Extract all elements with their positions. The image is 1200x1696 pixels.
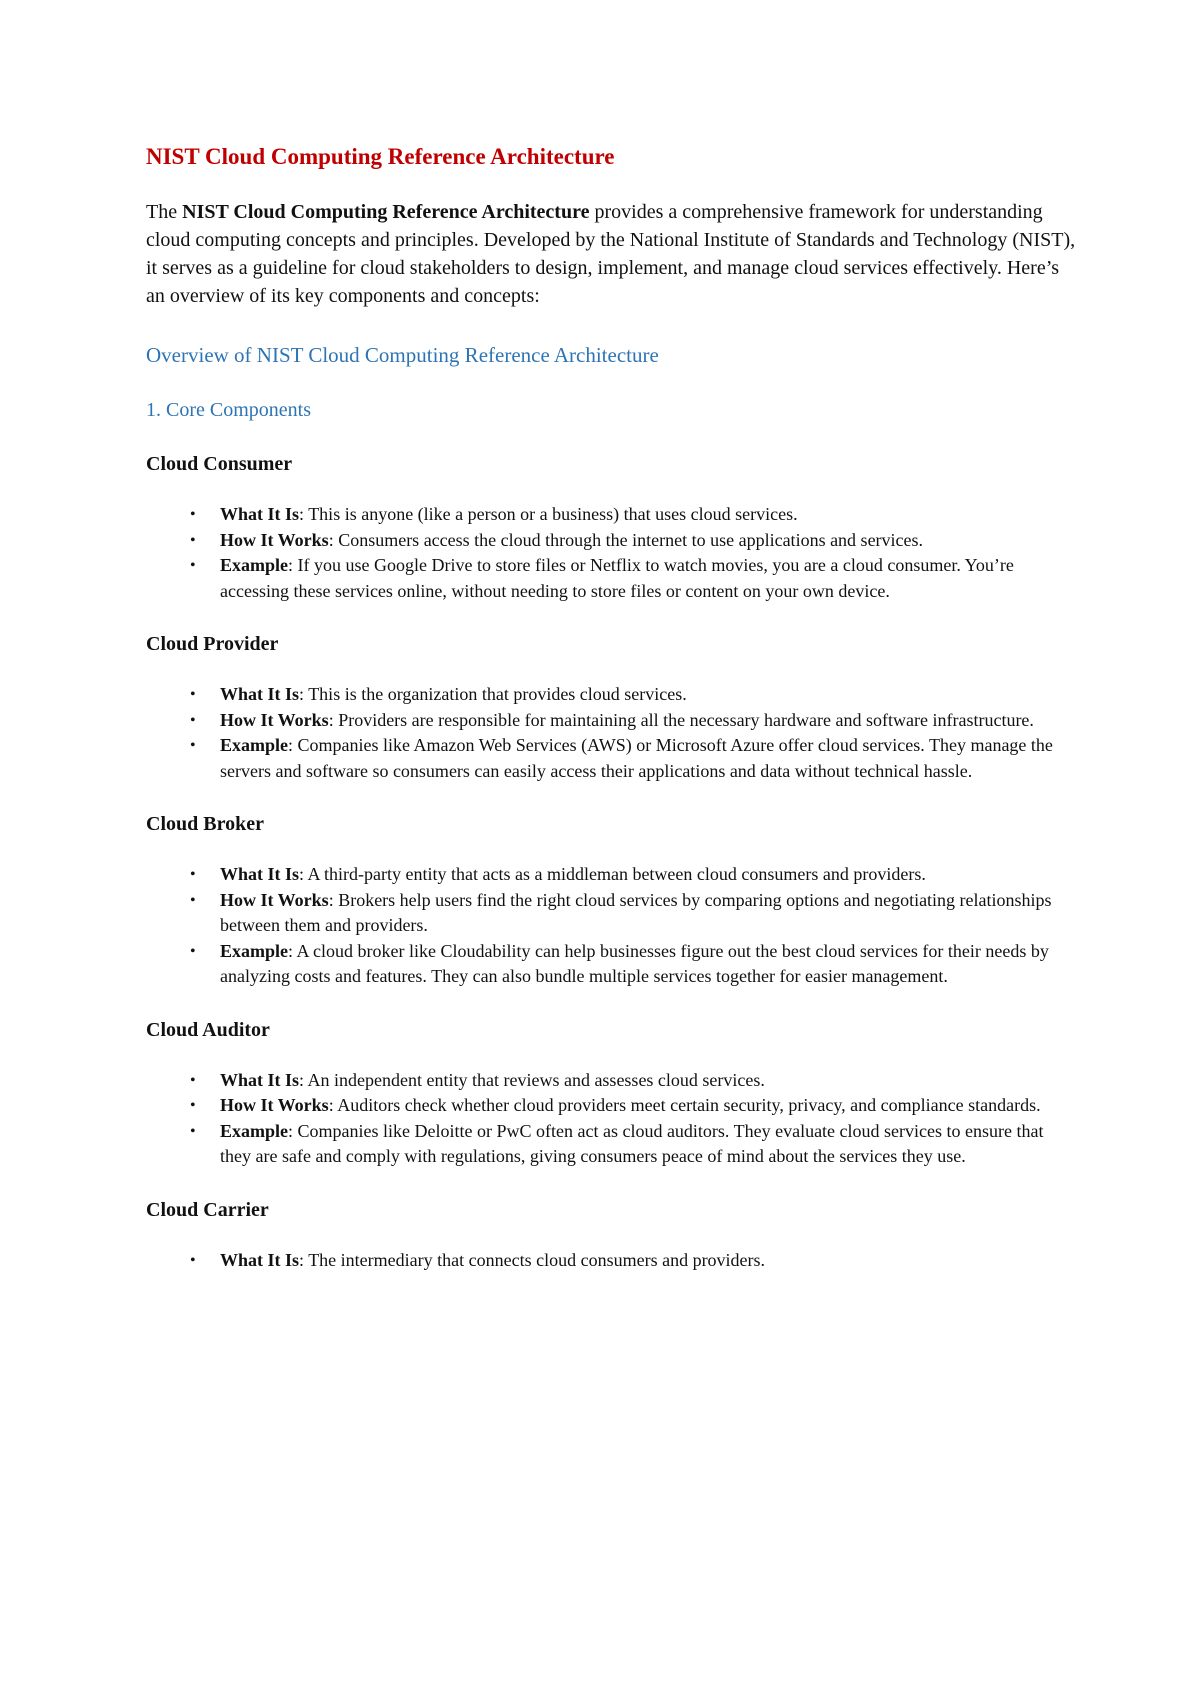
item-text: : If you use Google Drive to store files or Netflix to watch movies, you are a cloud consumer. You’re accessing these services online, without needing to store files or content on your own device. (220, 555, 1014, 601)
bullet-icon: • (190, 891, 196, 909)
bullet-icon: • (190, 1071, 196, 1089)
bullet-icon: • (190, 1251, 196, 1269)
bullet-icon: • (190, 711, 196, 729)
item-text: : Auditors check whether cloud providers meet certain security, privacy, and compliance standards. (328, 1095, 1041, 1115)
bullet-list (146, 1248, 1076, 1274)
item-label: What It Is (220, 1249, 300, 1270)
section-heading: Cloud Provider (146, 633, 279, 655)
list-item (146, 1119, 1076, 1170)
bullet-list (146, 1068, 1076, 1170)
bullet-list (146, 502, 1076, 604)
item-text: : Companies like Deloitte or PwC often act as cloud auditors. They evaluate cloud services to ensure that they are safe and comply with regulations, giving consumers peace of mind about the services they use. (220, 1120, 1044, 1166)
bullet-list (146, 682, 1076, 784)
list-item (146, 553, 1076, 604)
bullet-icon: • (190, 506, 196, 523)
list-item (146, 1093, 1076, 1119)
section-heading: Cloud Consumer (146, 453, 293, 475)
intro-prefix: The (146, 201, 183, 223)
bullet-icon: • (190, 686, 196, 703)
list-item (146, 708, 1076, 734)
list-item (146, 1248, 1076, 1274)
bullet-icon: • (190, 737, 196, 754)
sections-container (146, 450, 1076, 1273)
list-item (146, 682, 1076, 708)
bullet-icon: • (190, 942, 196, 960)
bullet-icon: • (190, 1097, 196, 1114)
list-item (146, 502, 1076, 528)
intro-bold-term: NIST Cloud Computing Reference Architecture (182, 201, 590, 223)
item-text: : The intermediary that connects cloud consumers and providers. (299, 1249, 766, 1270)
bullet-icon: • (190, 866, 196, 883)
item-label: Example (220, 940, 289, 961)
item-label: How It Works (220, 889, 329, 910)
bullet-list (146, 862, 1076, 990)
item-text: : Brokers help users find the right cloud services by comparing options and negotiating relationships between them and providers. (220, 889, 1052, 935)
section-heading: Cloud Carrier (146, 1198, 269, 1221)
item-label: Example (220, 735, 289, 755)
item-label: How It Works (220, 709, 329, 730)
intro-paragraph (146, 198, 1076, 310)
section-heading: Cloud Auditor (146, 1018, 270, 1041)
overview-heading: Overview of NIST Cloud Computing Reference Architecture (146, 343, 659, 367)
item-text: : Consumers access the cloud through the internet to use applications and services. (328, 529, 924, 550)
item-label: What It Is (220, 1069, 300, 1090)
item-label: What It Is (220, 684, 300, 704)
bullet-icon: • (190, 531, 196, 549)
list-item (146, 528, 1076, 554)
core-components-heading: 1. Core Components (146, 399, 311, 421)
document-content (146, 142, 1076, 1273)
item-text: : This is the organization that provides cloud services. (299, 684, 687, 704)
item-label: What It Is (220, 864, 300, 884)
item-label: Example (220, 555, 289, 575)
item-text: : A cloud broker like Cloudability can help businesses figure out the best cloud services for their needs by analyzing costs and features. They can also bundle multiple services together for easier management. (220, 940, 1049, 986)
list-item (146, 939, 1076, 990)
item-text: : A third-party entity that acts as a middleman between cloud consumers and providers. (299, 864, 926, 884)
section-heading: Cloud Broker (146, 813, 264, 835)
intro-rest: provides a comprehensive framework for understanding cloud computing concepts and principles. Developed by the National Institute of Standards and Technology (NIST), it serves as a guideline for cloud stakeholders to design, implement, and manage cloud services effectively. Here’s an overview of its key components and concepts: (146, 201, 1076, 307)
list-item (146, 862, 1076, 888)
item-text: : Companies like Amazon Web Services (AWS) or Microsoft Azure offer cloud services. They manage the servers and software so consumers can easily access their applications and data without technical hassle. (220, 735, 1053, 781)
item-label: Example (220, 1120, 289, 1141)
item-label: What It Is (220, 504, 300, 524)
list-item (146, 888, 1076, 939)
item-text: : An independent entity that reviews and assesses cloud services. (299, 1069, 765, 1090)
list-item (146, 733, 1076, 784)
item-label: How It Works (220, 529, 329, 550)
item-text: : This is anyone (like a person or a business) that uses cloud services. (299, 504, 798, 524)
document-title: NIST Cloud Computing Reference Architecture (146, 144, 615, 169)
item-text: : Providers are responsible for maintaining all the necessary hardware and software infrastructure. (328, 709, 1034, 730)
item-label: How It Works (220, 1095, 329, 1115)
bullet-icon: • (190, 557, 196, 574)
list-item (146, 1068, 1076, 1094)
bullet-icon: • (190, 1122, 196, 1140)
